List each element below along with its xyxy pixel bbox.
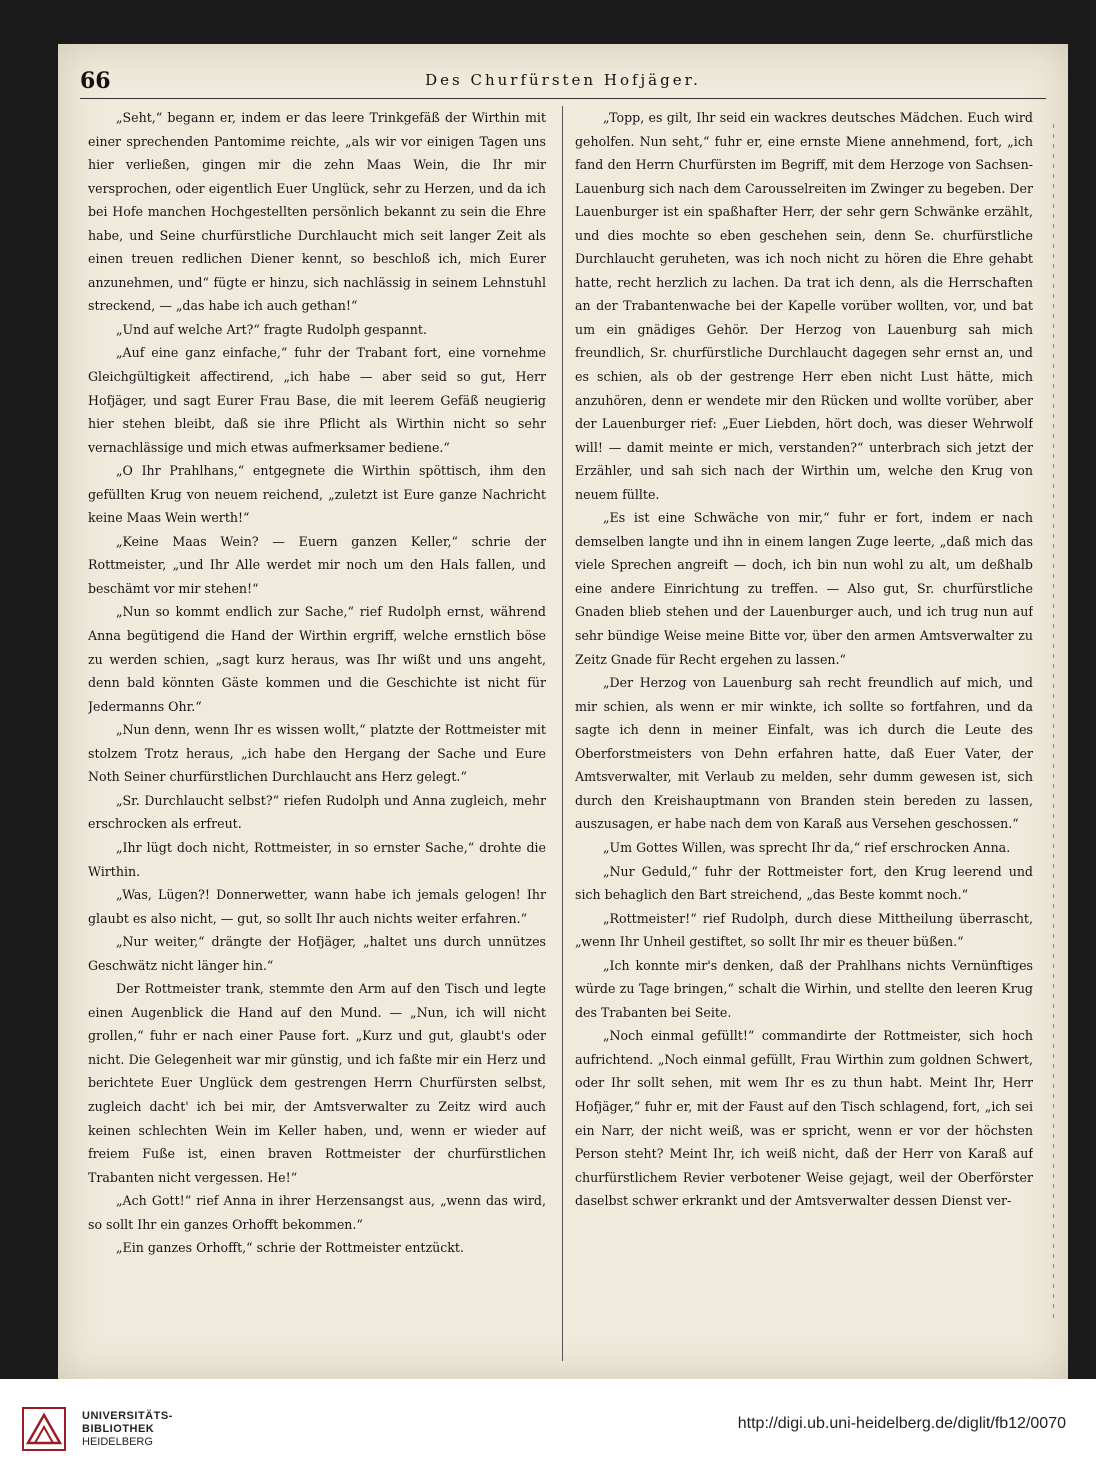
paragraph: „Ihr lügt doch nicht, Rottmeister, in so ernster Sache,“ drohte die Wirthin. (88, 839, 546, 879)
paragraph: „Keine Maas Wein? — Euern ganzen Keller,“ schrie der Rottmeister, „und Ihr Alle werdet mir noch um den Hals fallen, und beschämt vor mir stehen!“ (88, 533, 546, 596)
paragraph: „Ach Gott!“ rief Anna in ihrer Herzensangst aus, „wenn das wird, so sollt Ihr ein ganzes Orhofft bekommen.“ (88, 1193, 546, 1232)
library-name-line: BIBLIOTHEK (82, 1423, 155, 1435)
source-url-link[interactable]: http://digi.ub.uni-heidelberg.de/diglit/fb12/0070 (737, 1415, 1066, 1432)
column-divider (562, 106, 563, 1361)
paragraph: „Nun so kommt endlich zur Sache,“ rief Rudolph ernst, während Anna begütigend die Hand der Wirthin ergriff, welche ernstlich böse zu werden schien, „sagt kurz heraus, was Ihr wißt und uns angeht, denn bald könnten Gäste kommen und die Geschichte ist nicht für Jedermanns Ohr.“ (88, 604, 546, 714)
paragraph: „Nur Geduld,“ fuhr der Rottmeister fort, den Krug leerend und sich behaglich den Bart streichend, „das Beste kommt noch.“ (575, 863, 1033, 903)
footer-bar (0, 1379, 1096, 1477)
paragraph: „Rottmeister!“ rief Rudolph, durch diese Mittheilung überrascht, „wenn Ihr Unheil gestiftet, so sollt Ihr mir es theuer büßen.“ (575, 910, 1033, 950)
paragraph: „Topp, es gilt, Ihr seid ein wackres deutsches Mädchen. Euch wird geholfen. Nun seht,“ fuhr er, eine ernste Miene annehmend, fort, „ich fand den Herrn Churfürsten im Begriff, mit dem Herzoge von Sachsen-Lauenburg sich nach dem Carousselreiten im Zwinger zu begeben. Der Lauenburger ist ein spaßhafter Herr, der sehr gern Schwänke erzählt, und dies mochte so eben geschehen sein, denn Se. churfürstliche Durchlaucht geruheten, was ich noch nicht zu hören die Ehre gehabt hatte, recht herzlich zu lachen. Da trat ich denn, als die Herrschaften an der Trabantenwache bei der Kapelle vorüber wollten, vor, und bat um ein gnädiges Gehör. Der Herzog von Lauenburg sah mich freundlich, Sr. churfürstliche Durchlaucht dagegen sehr ernst an, und es schien, als ob der gestrenge Herr eben nicht Lust hätte, mich anzuhören, denn er wendete mir den Rücken und wollte vorüber, aber der Lauenburger rief: „Euer Liebden, hört doch, was dieser Wehrwolf will! — damit meinte er mich, verstanden?“ unterbrach sich jetzt der Erzähler, und sah sich nach der Wirthin um, welche den Krug von neuem füllte. (575, 110, 1033, 502)
paragraph: „Ein ganzes Orhofft,“ schrie der Rottmeister entzückt. (116, 1240, 464, 1256)
library-name-line: UNIVERSITÄTS- (82, 1410, 173, 1422)
running-title: Des Churfürsten Hofjäger. (425, 71, 701, 89)
paragraph: „Ich konnte mir's denken, daß der Prahlhans nichts Vernünftiges würde zu Tage bringen,“ schalt die Wirhin, und stellte den leeren Krug des Trabanten bei Seite. (575, 957, 1033, 1020)
left-column (88, 106, 546, 1361)
scanned-page (58, 44, 1068, 1379)
page-edge-mark (1053, 124, 1054, 1324)
paragraph: „Noch einmal gefüllt!“ commandirte der Rottmeister, sich hoch aufrichtend. „Noch einmal gefüllt, Frau Wirthin zum goldnen Schwert, oder Ihr sollt sehen, mit wem Ihr es zu thun habt. Meint Ihr, Herr Hofjäger,“ fuhr er, mit der Faust auf den Tisch schlagend, fort, „ich sei ein Narr, der nicht weiß, was er spricht, wenn er vor der höchsten Person steht? Meint Ihr, ich weiß nicht, daß der Herr von Karaß auf churfürstlichem Revier verbotener Weise gejagt, weil der Oberförster daselbst schwer erkrankt und der Amtsverwalter dessen Dienst ver- (575, 1028, 1033, 1209)
library-logo-icon (22, 1407, 66, 1451)
paragraph: „Und auf welche Art?“ fragte Rudolph gespannt. (116, 321, 427, 337)
paragraph: „Sr. Durchlaucht selbst?“ riefen Rudolph und Anna zugleich, mehr erschrocken als erfreut. (88, 792, 546, 832)
paragraph: „Um Gottes Willen, was sprecht Ihr da,“ rief erschrocken Anna. (603, 839, 1011, 855)
library-name (82, 1410, 173, 1449)
paragraph: „O Ihr Prahlhans,“ entgegnete die Wirthin spöttisch, ihm den gefüllten Krug von neuem reichend, „zuletzt ist Eure ganze Nachricht keine Maas Wein werth!“ (88, 463, 546, 526)
right-column (575, 106, 1033, 1361)
paragraph: „Auf eine ganz einfache,“ fuhr der Trabant fort, eine vornehme Gleichgültigkeit affectirend, „ich habe — aber seid so gut, Herr Hofjäger, und sagt Eurer Frau Base, die mit leerem Gefäß neugierig hier stehen bleibt, daß sie ihre Pflicht als Wirthin nicht so sehr vernachlässige und mich etwas aufmerksamer bediene.“ (88, 345, 546, 455)
paragraph: „Der Herzog von Lauenburg sah recht freundlich auf mich, und mir schien, als wenn er mir winkte, ich sollte so fortfahren, und da sagte ich denn in meiner Einfalt, was ich durch die Leute des Oberforstmeisters von Dehn erfahren hatte, daß Euer Vater, der Amtsverwalter, mit Verlaub zu melden, sehr dumm gewesen ist, sich durch den Kreishauptmann von Branden stein bereden zu lassen, auszusagen, er habe nach dem von Karaß aus Versehen geschossen.“ (575, 675, 1033, 832)
paragraph: „Es ist eine Schwäche von mir,“ fuhr er fort, indem er nach demselben langte und ihn in einem langen Zuge leerte, „daß mich das viele Sprechen angreift — doch, ich bin nun wohl zu alt, um deßhalb eine andere Einrichtung zu treffen. — Also gut, Sr. churfürstliche Gnaden blieb stehen und der Lauenburger auch, und ich trug nun auf sehr bündige Weise meine Bitte vor, über den armen Amtsverwalter zu Zeitz Gnade für Recht ergehen zu lassen.“ (575, 510, 1033, 667)
page-number: 66 (80, 68, 111, 94)
library-name-line: HEIDELBERG (82, 1436, 153, 1448)
page-header (80, 66, 1046, 99)
paragraph: „Nur weiter,“ drängte der Hofjäger, „haltet uns durch unnützes Geschwätz nicht länger hin.“ (88, 934, 546, 973)
paragraph: „Seht,“ begann er, indem er das leere Trinkgefäß der Wirthin mit einer sprechenden Pantomime reichte, „als wir vor einigen Tagen uns hier verließen, gingen mir die zehn Maas Wein, die Ihr mir versprochen, oder eigentlich Euer Unglück, sehr zu Herzen, und da ich bei Hofe manchen Hochgestellten persönlich bekannt zu sein die Ehre habe, und Seine churfürstliche Durchlaucht mich seit langer Zeit als einen treuen redlichen Diener kennt, so beschloß ich, mich Eurer anzunehmen, und“ fügte er hinzu, sich nachlässig in seinem Lehnstuhl streckend, — „das habe ich auch gethan!“ (88, 110, 546, 314)
paragraph: „Was, Lügen?! Donnerwetter, wann habe ich jemals gelogen! Ihr glaubt es also nicht, — gut, so sollt Ihr auch nichts weiter erfahren.“ (88, 887, 546, 926)
paragraph: Der Rottmeister trank, stemmte den Arm auf den Tisch und legte einen Augenblick die Hand auf den Mund. — „Nun, ich will nicht grollen,“ fuhr er nach einer Pause fort. „Kurz und gut, glaubt's oder nicht. Die Gelegenheit war mir günstig, und ich faßte mir ein Herz und berichtete Euer Unglück dem gestrengen Herrn Churfürsten selbst, zugleich dacht' ich bei mir, der Amtsverwalter zu Zeitz wird auch keinen schlechten Wein im Keller haben, und, wenn er wieder auf freiem Fuße ist, einen braven Rottmeister der churfürstlichen Trabanten nicht vergessen. He!“ (88, 981, 546, 1185)
paragraph: „Nun denn, wenn Ihr es wissen wollt,“ platzte der Rottmeister mit stolzem Trotz heraus, „ich habe den Hergang der Sache und Eure Noth Seiner churfürstlichen Durchlaucht ans Herz gelegt.“ (88, 722, 546, 785)
